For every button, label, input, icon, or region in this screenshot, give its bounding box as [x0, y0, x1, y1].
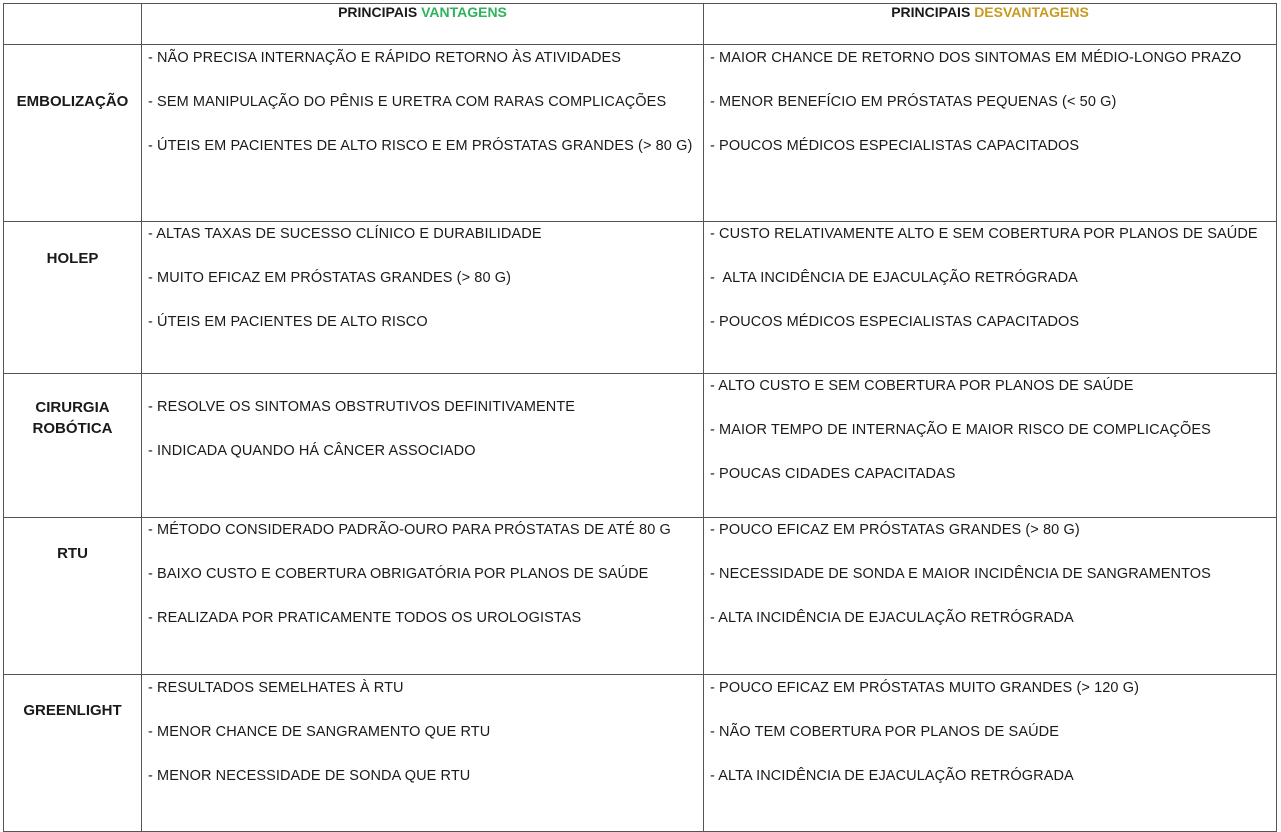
header-disadvantages-word: DESVANTAGENS: [974, 4, 1089, 20]
advantage-item: - REALIZADA POR PRATICAMENTE TODOS OS UROLOGISTAS: [148, 610, 582, 626]
advantages-cell: [142, 518, 704, 675]
table-row-embolizacao: [4, 45, 1277, 222]
advantages-cell: [142, 374, 704, 518]
table-row-rtu: [4, 518, 1277, 675]
advantages-cell: [142, 222, 704, 374]
disadvantage-item: - CUSTO RELATIVAMENTE ALTO E SEM COBERTURA POR PLANOS DE SAÚDE: [710, 226, 1258, 242]
disadvantage-item: - MAIOR CHANCE DE RETORNO DOS SINTOMAS EM MÉDIO-LONGO PRAZO: [710, 50, 1242, 66]
advantage-item: - MENOR CHANCE DE SANGRAMENTO QUE RTU: [148, 724, 491, 740]
disadvantage-item: - ALTA INCIDÊNCIA DE EJACULAÇÃO RETRÓGRADA: [710, 610, 1074, 626]
header-disadvantages: [704, 4, 1277, 45]
procedure-name: [4, 675, 142, 832]
advantage-item: - MÉTODO CONSIDERADO PADRÃO-OURO PARA PRÓSTATAS DE ATÉ 80 G: [148, 522, 671, 538]
header-advantages: [142, 4, 704, 45]
disadvantage-item: - NECESSIDADE DE SONDA E MAIOR INCIDÊNCIA DE SANGRAMENTOS: [710, 566, 1211, 582]
advantages-cell: [142, 675, 704, 832]
disadvantages-cell: [704, 518, 1277, 675]
advantage-item: - ÚTEIS EM PACIENTES DE ALTO RISCO E EM PRÓSTATAS GRANDES (> 80 G): [148, 138, 693, 154]
disadvantage-item: - MAIOR TEMPO DE INTERNAÇÃO E MAIOR RISCO DE COMPLICAÇÕES: [710, 422, 1211, 438]
advantage-item: - NÃO PRECISA INTERNAÇÃO E RÁPIDO RETORNO ÀS ATIVIDADES: [148, 50, 622, 66]
procedure-name-text: RTU: [57, 545, 88, 562]
disadvantage-item: - POUCAS CIDADES CAPACITADAS: [710, 466, 956, 482]
advantage-item: - RESOLVE OS SINTOMAS OBSTRUTIVOS DEFINITIVAMENTE: [148, 399, 576, 415]
advantage-item: - ALTAS TAXAS DE SUCESSO CLÍNICO E DURABILIDADE: [148, 226, 542, 242]
disadvantage-item: - NÃO TEM COBERTURA POR PLANOS DE SAÚDE: [710, 724, 1060, 740]
procedure-name-line-2: ROBÓTICA: [32, 420, 113, 437]
advantage-item: - MENOR NECESSIDADE DE SONDA QUE RTU: [148, 768, 471, 784]
advantage-item: - MUITO EFICAZ EM PRÓSTATAS GRANDES (> 80 G): [148, 270, 512, 286]
header-advantages-prefix: PRINCIPAIS: [338, 4, 418, 20]
disadvantage-item: - POUCOS MÉDICOS ESPECIALISTAS CAPACITADOS: [710, 138, 1080, 154]
disadvantages-cell: [704, 675, 1277, 832]
table-row-holep: [4, 222, 1277, 374]
disadvantages-cell: [704, 374, 1277, 518]
table-row-cirurgia-robotica: [4, 374, 1277, 518]
advantage-item: - INDICADA QUANDO HÁ CÂNCER ASSOCIADO: [148, 443, 476, 459]
disadvantage-item: - ALTA INCIDÊNCIA DE EJACULAÇÃO RETRÓGRADA: [710, 270, 1078, 286]
advantage-item: - RESULTADOS SEMELHATES À RTU: [148, 680, 404, 696]
procedure-name-text: GREENLIGHT: [23, 702, 122, 719]
disadvantage-item: - POUCO EFICAZ EM PRÓSTATAS MUITO GRANDES (> 120 G): [710, 680, 1140, 696]
procedure-name: [4, 45, 142, 222]
comparison-table: [3, 3, 1277, 832]
procedure-name: [4, 222, 142, 374]
header-empty-cell: [4, 4, 142, 45]
disadvantage-item: - ALTA INCIDÊNCIA DE EJACULAÇÃO RETRÓGRADA: [710, 768, 1074, 784]
disadvantage-item: - ALTO CUSTO E SEM COBERTURA POR PLANOS DE SAÚDE: [710, 378, 1134, 394]
disadvantage-item: - MENOR BENEFÍCIO EM PRÓSTATAS PEQUENAS (< 50 G): [710, 94, 1117, 110]
procedure-name-text: HOLEP: [46, 250, 99, 267]
table-row-greenlight: [4, 675, 1277, 832]
header-disadvantages-prefix: PRINCIPAIS: [891, 4, 971, 20]
procedure-name-line-1: CIRURGIA: [35, 399, 110, 416]
disadvantage-item: - POUCO EFICAZ EM PRÓSTATAS GRANDES (> 80 G): [710, 522, 1080, 538]
table-header-row: [4, 4, 1277, 45]
advantage-item: - ÚTEIS EM PACIENTES DE ALTO RISCO: [148, 314, 428, 330]
advantages-cell: [142, 45, 704, 222]
procedure-name: [4, 518, 142, 675]
advantage-item: - SEM MANIPULAÇÃO DO PÊNIS E URETRA COM RARAS COMPLICAÇÕES: [148, 94, 667, 110]
disadvantages-cell: [704, 45, 1277, 222]
header-advantages-word: VANTAGENS: [421, 4, 507, 20]
disadvantages-cell: [704, 222, 1277, 374]
procedure-name: [4, 374, 142, 518]
procedure-name-text: EMBOLIZAÇÃO: [16, 93, 129, 110]
disadvantage-item: - POUCOS MÉDICOS ESPECIALISTAS CAPACITADOS: [710, 314, 1080, 330]
advantage-item: - BAIXO CUSTO E COBERTURA OBRIGATÓRIA POR PLANOS DE SAÚDE: [148, 566, 649, 582]
